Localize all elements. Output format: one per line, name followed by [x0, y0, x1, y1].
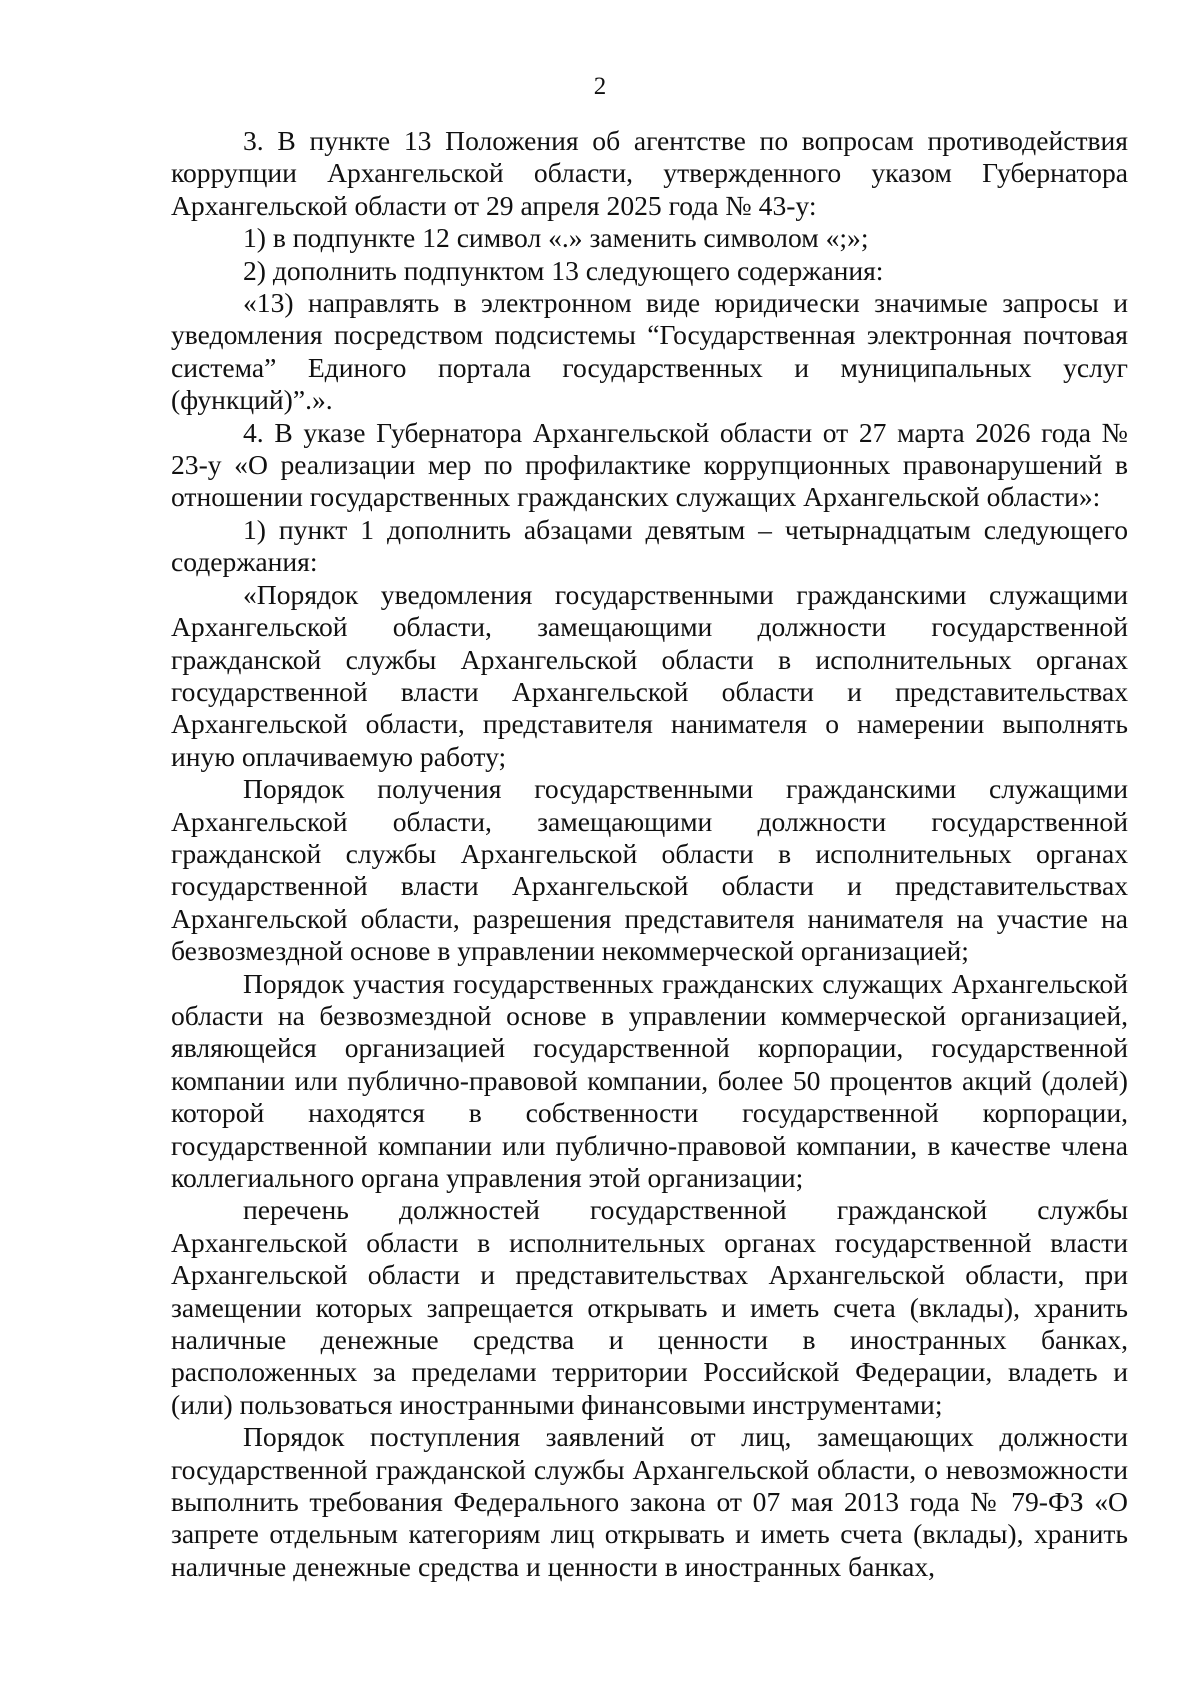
paragraph-positions-list: перечень должностей государственной гражданской службы Архангельской области в исполнительных органах государственной власти Архангельской области и представительствах Архангельской области, при замещении которых запрещается открывать и иметь счета (вклады), хранить наличные денежные средства и ценности в иностранных банках, расположенных за пределами территории Российской Федерации, владеть и (или) пользоваться иностранными финансовыми инструментами; — [171, 1194, 1128, 1420]
paragraph-item-4-heading: 4. В указе Губернатора Архангельской области от 27 марта 2026 года № 23-у «О реализации мер по профилактике коррупционных правонарушений в отношении государственных гражданских служащих Архангельской области»: — [171, 416, 1128, 513]
paragraph-subitem-2: 2) дополнить подпунктом 13 следующего содержания: — [243, 254, 884, 286]
paragraph-order-notification: «Порядок уведомления государственными гражданскими служащими Архангельской области, замещающими должности государственной гражданской службы Архангельской области в исполнительных органах государственной власти Архангельской области и представительствах Архангельской области, представителя нанимателя о намерении выполнять иную оплачиваемую работу; — [171, 578, 1128, 772]
paragraph-quoted-subitem-13: «13) направлять в электронном виде юридически значимые запросы и уведомления посредством подсистемы “Государственная электронная почтовая система” Единого портала государственных и муниципальных услуг (функций)”.». — [171, 287, 1128, 416]
paragraph-order-applications: Порядок поступления заявлений от лиц, замещающих должности государственной гражданской службы Архангельской области, о невозможности выполнить требования Федерального закона от 07 мая 2013 года № 79-ФЗ «О запрете отдельным категориям лиц открывать и иметь счета (вклады), хранить наличные денежные средства и ценности в иностранных банках, — [171, 1421, 1128, 1582]
paragraph-item-4-subitem-1: 1) пункт 1 дополнить абзацами девятым – четырнадцатым следующего содержания: — [171, 513, 1128, 578]
paragraph-order-permission: Порядок получения государственными гражданскими служащими Архангельской области, замещающими должности государственной гражданской службы Архангельской области в исполнительных органах государственной власти Архангельской области и представительствах Архангельской области, разрешения представителя нанимателя на участие на безвозмездной основе в управлении некоммерческой организацией; — [171, 773, 1128, 967]
paragraph-item-3-heading: 3. В пункте 13 Положения об агентстве по вопросам противодействия коррупции Архангельской области, утвержденного указом Губернатора Архангельской области от 29 апреля 2025 года № 43-у: — [171, 125, 1128, 221]
page-number: 2 — [593, 73, 607, 100]
document-body — [171, 125, 1128, 1583]
paragraph-order-participation: Порядок участия государственных гражданских служащих Архангельской области на безвозмездной основе в управлении коммерческой организацией, являющейся организацией государственной корпорации, государственной компании или публично-правовой компании, более 50 процентов акций (долей) которой находятся в собственности государственной корпорации, государственной компании или публично-правовой компании, в качестве члена коллегиального органа управления этой организации; — [171, 967, 1128, 1193]
paragraph-subitem-1: 1) в подпункте 12 символ «.» заменить символом «;»; — [243, 222, 869, 254]
